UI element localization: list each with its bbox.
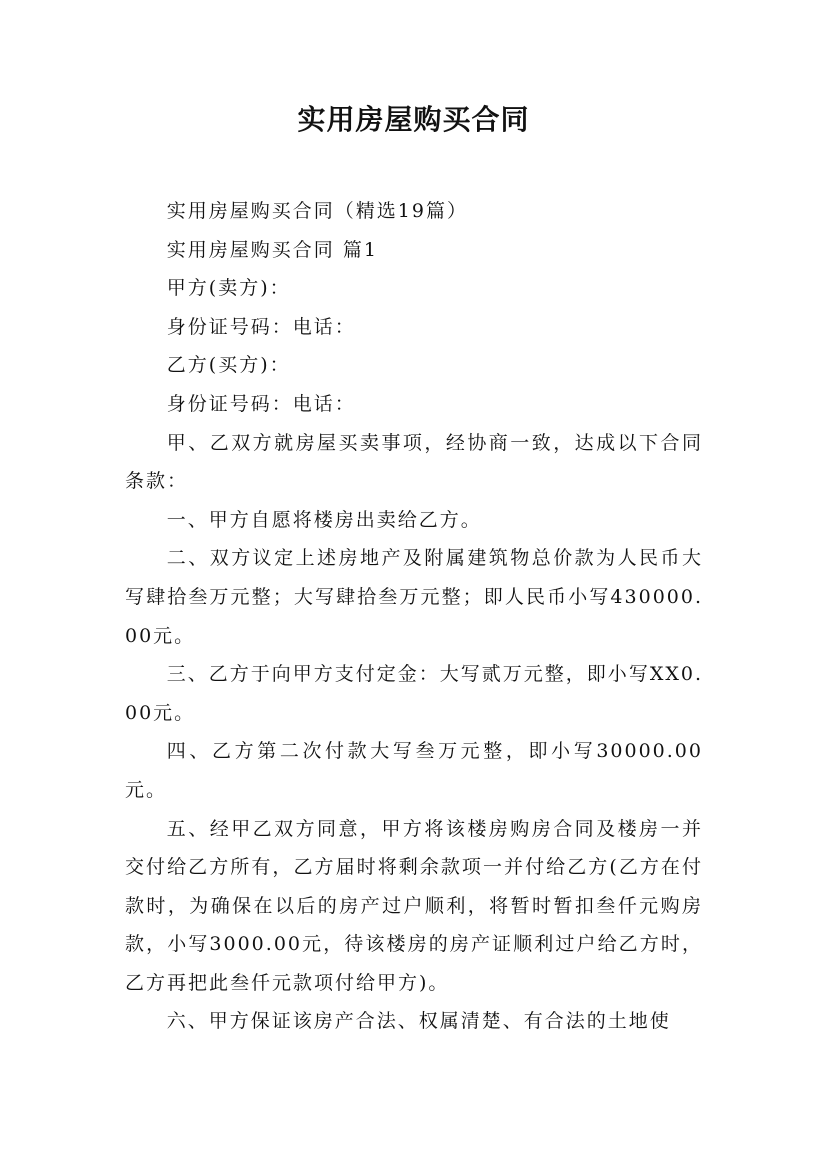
paragraph-party-a-id: 身份证号码：电话： [166,315,356,338]
document-title: 实用房屋购买合同 [297,103,530,136]
paragraph-clause-6: 六、甲方保证该房产合法、权属清楚、有合法的土地使 [166,1010,671,1033]
paragraph-agreement: 甲、乙双方就房屋买卖事项，经协商一致，达成以下合同条款： [125,431,703,493]
paragraph-party-a: 甲方(卖方)： [166,277,291,300]
paragraph-heading: 实用房屋购买合同 篇1 [166,238,378,261]
paragraph-clause-2: 二、双方议定上述房地产及附属建筑物总价款为人民币大写肆拾叁万元整；大写肆拾叁万元整；即人民币小写430000.00元。 [125,547,703,647]
paragraph-party-b: 乙方(买方)： [166,354,291,377]
paragraph-clause-4: 四、乙方第二次付款大写叁万元整，即小写30000.00元。 [125,740,703,801]
document-body [125,192,703,1041]
paragraph-clause-3: 三、乙方于向甲方支付定金：大写贰万元整，即小写XX0.00元。 [125,663,703,724]
paragraph-clause-1: 一、甲方自愿将楼房出卖给乙方。 [166,508,482,531]
paragraph-intro: 实用房屋购买合同（精选19篇） [166,200,468,222]
paragraph-party-b-id: 身份证号码：电话： [166,392,356,415]
paragraph-clause-5: 五、经甲乙双方同意，甲方将该楼房购房合同及楼房一并交付给乙方所有，乙方届时将剩余款项一并付给乙方(乙方在付款时，为确保在以后的房产过户顺利，将暂时暂扣叁仟元购房款，小写3000.00元，待该楼房的房产证顺利过户给乙方时，乙方再把此叁仟元款项付给甲方)。 [125,817,703,994]
